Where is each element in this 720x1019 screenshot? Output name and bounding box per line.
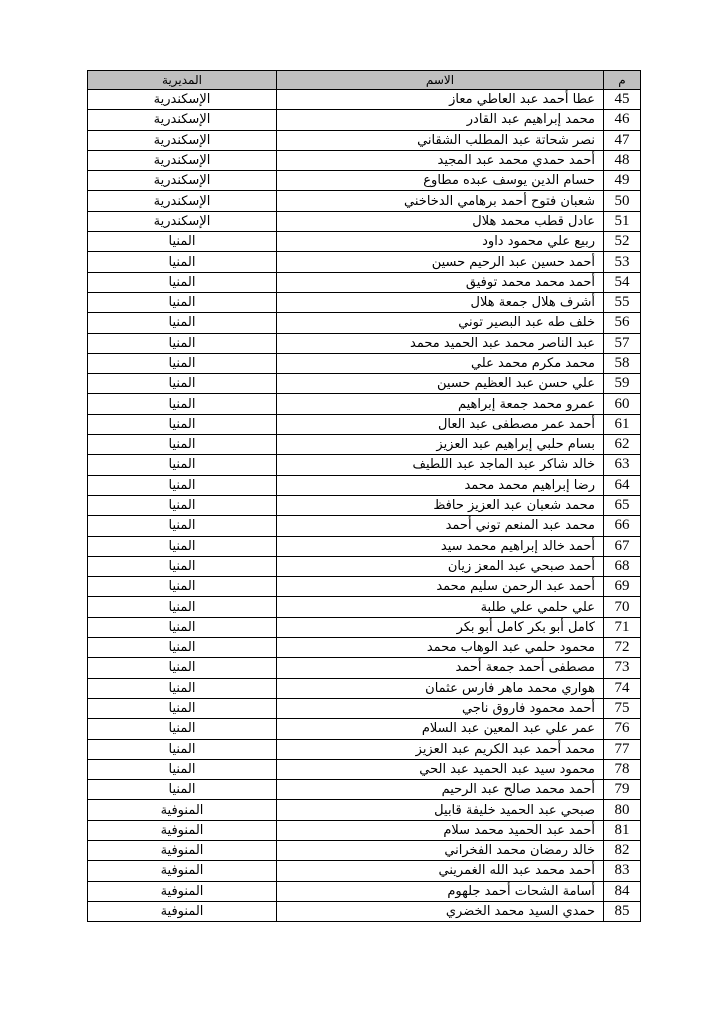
row-number: 80 xyxy=(604,800,641,820)
row-number: 77 xyxy=(604,739,641,759)
table-row xyxy=(88,759,641,779)
row-number: 63 xyxy=(604,455,641,475)
row-directorate: الإسكندرية xyxy=(88,191,277,211)
row-number: 69 xyxy=(604,577,641,597)
table-row xyxy=(88,597,641,617)
table-row xyxy=(88,394,641,414)
row-directorate: المنيا xyxy=(88,313,277,333)
row-name: أشرف هلال جمعة هلال xyxy=(277,292,604,312)
row-number: 50 xyxy=(604,191,641,211)
row-number: 60 xyxy=(604,394,641,414)
row-name: خلف طه عبد البصير توني xyxy=(277,313,604,333)
row-name: أسامة الشحات أحمد جلهوم xyxy=(277,881,604,901)
row-directorate: المنيا xyxy=(88,495,277,515)
row-directorate: المنوفية xyxy=(88,820,277,840)
row-directorate: المنيا xyxy=(88,759,277,779)
row-directorate: الإسكندرية xyxy=(88,211,277,231)
table-row xyxy=(88,638,641,658)
table-row xyxy=(88,211,641,231)
row-directorate: الإسكندرية xyxy=(88,130,277,150)
table-header-row xyxy=(88,71,641,90)
row-directorate: الإسكندرية xyxy=(88,90,277,110)
row-directorate: الإسكندرية xyxy=(88,150,277,170)
table-row xyxy=(88,90,641,110)
table-row xyxy=(88,333,641,353)
row-number: 71 xyxy=(604,617,641,637)
row-number: 67 xyxy=(604,536,641,556)
row-name: أحمد محمد صالح عبد الرحيم xyxy=(277,780,604,800)
table-row xyxy=(88,840,641,860)
table-row xyxy=(88,901,641,921)
row-directorate: المنيا xyxy=(88,455,277,475)
row-number: 64 xyxy=(604,475,641,495)
row-name: أحمد عمر مصطفى عبد العال xyxy=(277,414,604,434)
row-name: محمود سيد عبد الحميد عبد الحي xyxy=(277,759,604,779)
row-name: خالد شاكر عبد الماجد عبد اللطيف xyxy=(277,455,604,475)
table-row xyxy=(88,353,641,373)
row-number: 68 xyxy=(604,556,641,576)
row-number: 55 xyxy=(604,292,641,312)
row-directorate: المنيا xyxy=(88,232,277,252)
row-number: 61 xyxy=(604,414,641,434)
row-number: 52 xyxy=(604,232,641,252)
row-directorate: المنيا xyxy=(88,577,277,597)
row-number: 59 xyxy=(604,374,641,394)
row-directorate: المنيا xyxy=(88,516,277,536)
table-row xyxy=(88,414,641,434)
table-row xyxy=(88,455,641,475)
row-name: بسام حلبي إبراهيم عبد العزيز xyxy=(277,435,604,455)
row-name: حمدي السيد محمد الخضري xyxy=(277,901,604,921)
row-name: عبد الناصر محمد عبد الحميد محمد xyxy=(277,333,604,353)
table-row xyxy=(88,232,641,252)
table-row xyxy=(88,577,641,597)
row-number: 48 xyxy=(604,150,641,170)
row-number: 47 xyxy=(604,130,641,150)
row-name: عمرو محمد جمعة إبراهيم xyxy=(277,394,604,414)
row-name: محمد شعبان عبد العزيز حافظ xyxy=(277,495,604,515)
table-row xyxy=(88,171,641,191)
row-number: 84 xyxy=(604,881,641,901)
row-directorate: المنيا xyxy=(88,698,277,718)
row-name: أحمد حمدي محمد عبد المجيد xyxy=(277,150,604,170)
row-number: 58 xyxy=(604,353,641,373)
row-directorate: المنيا xyxy=(88,394,277,414)
row-number: 72 xyxy=(604,638,641,658)
row-directorate: المنيا xyxy=(88,536,277,556)
row-number: 79 xyxy=(604,780,641,800)
row-directorate: المنيا xyxy=(88,435,277,455)
row-directorate: المنيا xyxy=(88,252,277,272)
row-name: محمود حلمي عبد الوهاب محمد xyxy=(277,638,604,658)
row-name: محمد عبد المنعم توني أحمد xyxy=(277,516,604,536)
row-number: 70 xyxy=(604,597,641,617)
table-row xyxy=(88,617,641,637)
row-directorate: المنيا xyxy=(88,780,277,800)
row-name: عطا أحمد عبد العاطي معاز xyxy=(277,90,604,110)
table-row xyxy=(88,191,641,211)
table-row xyxy=(88,780,641,800)
row-directorate: المنوفية xyxy=(88,901,277,921)
row-name: أحمد خالد إبراهيم محمد سيد xyxy=(277,536,604,556)
row-name: ربيع علي محمود داود xyxy=(277,232,604,252)
table-row xyxy=(88,861,641,881)
row-name: أحمد محمد محمد توفيق xyxy=(277,272,604,292)
row-number: 82 xyxy=(604,840,641,860)
row-name: كامل أبو بكر كامل أبو بكر xyxy=(277,617,604,637)
row-number: 76 xyxy=(604,719,641,739)
table-row xyxy=(88,130,641,150)
row-directorate: المنيا xyxy=(88,292,277,312)
row-number: 56 xyxy=(604,313,641,333)
table-row xyxy=(88,556,641,576)
table-row xyxy=(88,516,641,536)
row-name: شعبان فتوح أحمد برهامي الدخاخني xyxy=(277,191,604,211)
row-name: خالد رمضان محمد الفخراني xyxy=(277,840,604,860)
table-row xyxy=(88,475,641,495)
table-body xyxy=(88,90,641,922)
header-name: الاسم xyxy=(277,71,604,90)
row-directorate: المنوفية xyxy=(88,881,277,901)
row-name: عمر علي عبد المعين عبد السلام xyxy=(277,719,604,739)
row-directorate: المنيا xyxy=(88,414,277,434)
row-number: 51 xyxy=(604,211,641,231)
table-row xyxy=(88,272,641,292)
row-directorate: الإسكندرية xyxy=(88,171,277,191)
table-row xyxy=(88,252,641,272)
row-directorate: المنيا xyxy=(88,739,277,759)
row-directorate: المنيا xyxy=(88,374,277,394)
row-name: رضا إبراهيم محمد محمد xyxy=(277,475,604,495)
table-row xyxy=(88,495,641,515)
table-row xyxy=(88,820,641,840)
table-row xyxy=(88,110,641,130)
row-directorate: المنيا xyxy=(88,272,277,292)
row-name: أحمد محمود فاروق ناجي xyxy=(277,698,604,718)
row-number: 57 xyxy=(604,333,641,353)
row-number: 66 xyxy=(604,516,641,536)
row-number: 73 xyxy=(604,658,641,678)
row-directorate: المنيا xyxy=(88,353,277,373)
row-number: 54 xyxy=(604,272,641,292)
names-table xyxy=(87,70,641,922)
row-directorate: المنيا xyxy=(88,638,277,658)
row-name: أحمد صبحي عبد المعز زيان xyxy=(277,556,604,576)
table-row xyxy=(88,374,641,394)
row-directorate: المنيا xyxy=(88,678,277,698)
row-name: علي حسن عبد العظيم حسين xyxy=(277,374,604,394)
row-directorate: المنيا xyxy=(88,333,277,353)
row-name: علي حلمي علي طلبة xyxy=(277,597,604,617)
row-name: أحمد حسين عبد الرحيم حسين xyxy=(277,252,604,272)
table-row xyxy=(88,435,641,455)
row-number: 53 xyxy=(604,252,641,272)
row-name: أحمد عبد الحميد محمد سلام xyxy=(277,820,604,840)
table-row xyxy=(88,150,641,170)
row-directorate: المنيا xyxy=(88,658,277,678)
row-name: هواري محمد ماهر فارس عثمان xyxy=(277,678,604,698)
row-name: محمد إبراهيم عبد القادر xyxy=(277,110,604,130)
row-directorate: المنيا xyxy=(88,617,277,637)
row-directorate: المنيا xyxy=(88,719,277,739)
row-name: أحمد محمد عبد الله الغمريني xyxy=(277,861,604,881)
row-number: 74 xyxy=(604,678,641,698)
header-directorate: المديرية xyxy=(88,71,277,90)
row-number: 83 xyxy=(604,861,641,881)
row-number: 49 xyxy=(604,171,641,191)
table-row xyxy=(88,800,641,820)
row-name: نصر شحاتة عبد المطلب الشقاني xyxy=(277,130,604,150)
table-row xyxy=(88,678,641,698)
row-number: 85 xyxy=(604,901,641,921)
row-name: محمد مكرم محمد علي xyxy=(277,353,604,373)
row-directorate: المنوفية xyxy=(88,840,277,860)
row-number: 65 xyxy=(604,495,641,515)
table-row xyxy=(88,698,641,718)
row-directorate: المنوفية xyxy=(88,800,277,820)
table-row xyxy=(88,881,641,901)
header-num: م xyxy=(604,71,641,90)
row-directorate: المنيا xyxy=(88,556,277,576)
table-row xyxy=(88,739,641,759)
row-name: أحمد عبد الرحمن سليم محمد xyxy=(277,577,604,597)
row-name: صبحي عبد الحميد خليفة قابيل xyxy=(277,800,604,820)
table-row xyxy=(88,292,641,312)
row-name: محمد أحمد عبد الكريم عبد العزيز xyxy=(277,739,604,759)
row-name: عادل قطب محمد هلال xyxy=(277,211,604,231)
row-directorate: المنيا xyxy=(88,597,277,617)
table-row xyxy=(88,536,641,556)
row-directorate: المنوفية xyxy=(88,861,277,881)
row-number: 46 xyxy=(604,110,641,130)
table-row xyxy=(88,313,641,333)
row-number: 45 xyxy=(604,90,641,110)
row-directorate: الإسكندرية xyxy=(88,110,277,130)
row-name: مصطفى أحمد جمعة أحمد xyxy=(277,658,604,678)
row-number: 78 xyxy=(604,759,641,779)
row-directorate: المنيا xyxy=(88,475,277,495)
table-row xyxy=(88,658,641,678)
row-number: 62 xyxy=(604,435,641,455)
row-number: 75 xyxy=(604,698,641,718)
row-number: 81 xyxy=(604,820,641,840)
table-row xyxy=(88,719,641,739)
row-name: حسام الدين يوسف عبده مطاوع xyxy=(277,171,604,191)
